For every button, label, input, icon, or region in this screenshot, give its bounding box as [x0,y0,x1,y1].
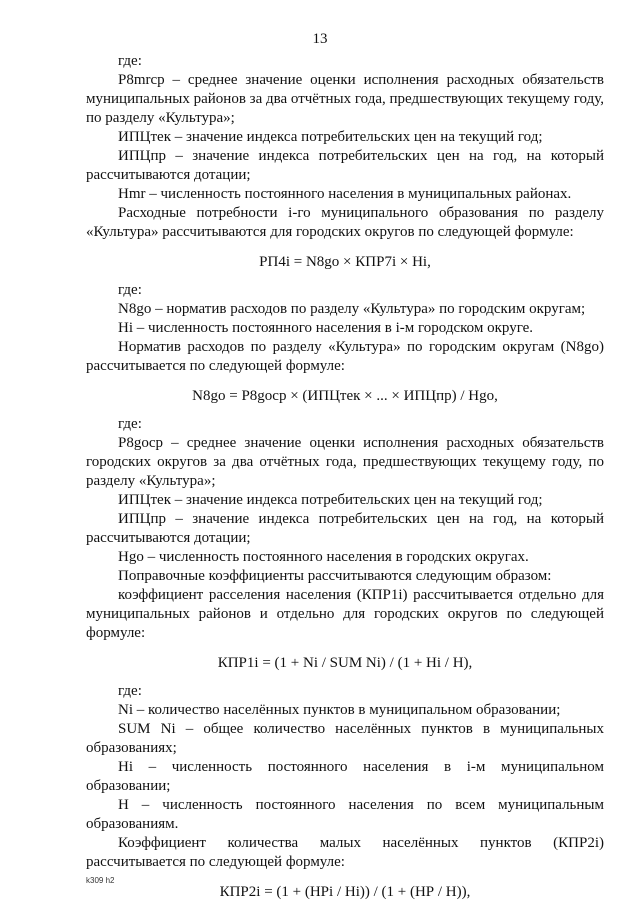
definition-paragraph: ИПЦпр – значение индекса потребительских цен на год, на который рассчитываются дотации; [86,148,604,183]
definition-paragraph: Р8goср – среднее значение оценки исполнения расходных обязательств городских округов за два отчётных года, предшествующих текущему году, по разделу «Культура»; [86,435,604,489]
document-body [86,52,604,911]
body-paragraph: Норматив расходов по разделу «Культура» по городским округам (N8go) рассчитывается по следующей формуле: [86,339,604,374]
definition-paragraph: Нgo – численность постоянного населения в городских округах. [118,549,529,565]
body-paragraph: Коэффициент количества малых населённых пунктов (КПР2i) рассчитывается по следующей формуле: [86,835,604,870]
definition-paragraph: N8go – норматив расходов по разделу «Культура» по городским округам; [118,301,586,317]
text-line: где: [118,416,142,432]
formula: КПР1i = (1 + Ni / SUM Ni) / (1 + Нi / Н), [217,655,473,671]
text-line: где: [118,53,142,69]
body-paragraph: Расходные потребности i-го муниципального образования по разделу «Культура» рассчитываются для городских округов по следующей формуле: [86,205,604,240]
definition-paragraph: SUM Ni – общее количество населённых пунктов в муниципальных образованиях; [86,721,604,756]
formula: РП4i = N8go × КПР7i × Нi, [259,254,431,270]
formula: N8go = Р8goср × (ИПЦтек × ... × ИПЦпр) / Нgo, [192,388,498,404]
definition-paragraph: ИПЦтек – значение индекса потребительских цен на текущий год; [118,492,543,508]
formula: КПР2i = (1 + (НРi / Нi)) / (1 + (НР / Н)), [219,884,471,900]
definition-paragraph: Ni – количество населённых пунктов в муниципальном образовании; [118,702,561,718]
body-paragraph: коэффициент расселения населения (КПР1i) рассчитывается отдельно для муниципальных районов и отдельно для городских округов по следующей формуле: [86,587,604,641]
definition-paragraph: Нi – численность постоянного населения в i-м муниципальном образовании; [86,759,604,794]
text-line: где: [118,282,142,298]
definition-paragraph: Нmr – численность постоянного населения в муниципальных районах. [118,186,572,202]
definition-paragraph: Н – численность постоянного населения по всем муниципальным образованиям. [86,797,604,832]
text-line: где: [118,683,142,699]
definition-paragraph: Р8mrср – среднее значение оценки исполнения расходных обязательств муниципальных районов за два отчётных года, предшествующих текущему году, по разделу «Культура»; [86,72,604,126]
footer-code: k309 h2 [86,876,115,885]
page-number: 13 [312,31,328,47]
definition-paragraph: ИПЦтек – значение индекса потребительских цен на текущий год; [118,129,543,145]
definition-paragraph: ИПЦпр – значение индекса потребительских цен на год, на который рассчитываются дотации; [86,511,604,546]
body-paragraph: Поправочные коэффициенты рассчитываются следующим образом: [118,568,552,584]
definition-paragraph: Нi – численность постоянного населения в i-м городском округе. [118,320,534,336]
